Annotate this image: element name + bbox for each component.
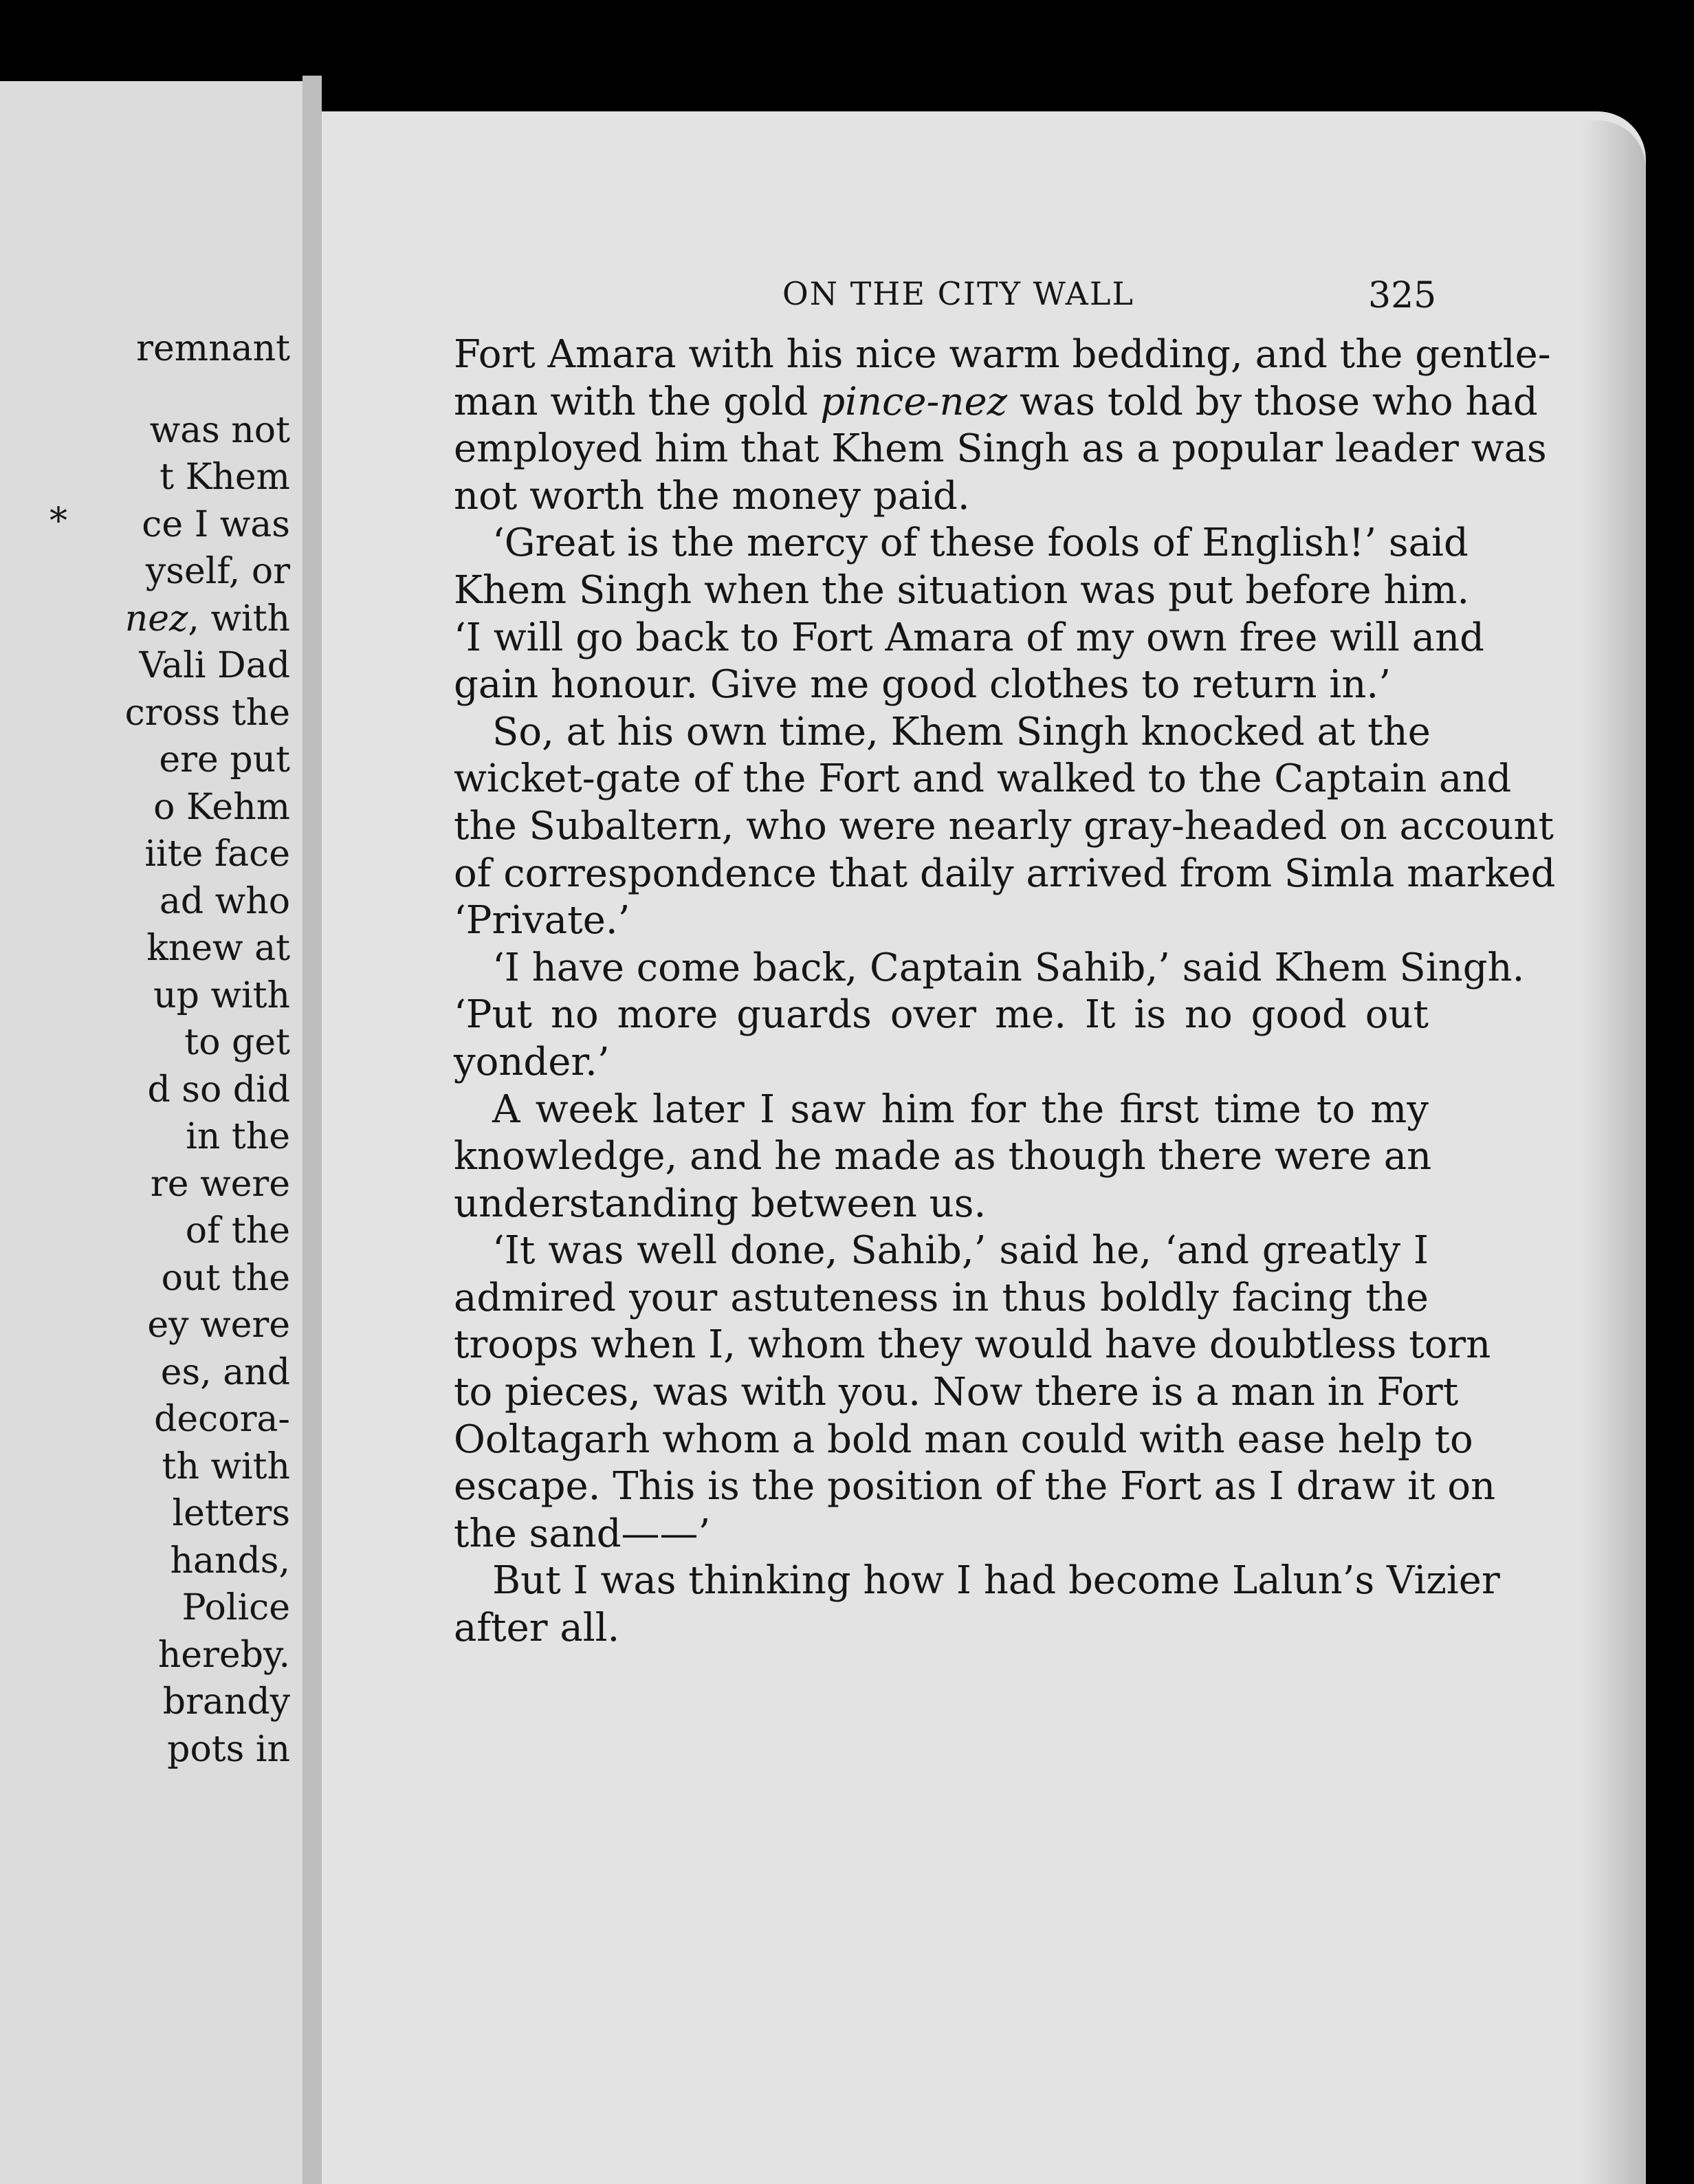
section-ornament: * [50, 501, 67, 542]
left-text-line: out the [161, 1257, 290, 1299]
running-head: ON THE CITY WALL [782, 275, 1134, 312]
left-text-line: hereby. [157, 1634, 290, 1676]
left-text-line: decora- [154, 1399, 290, 1440]
text-line: troops when I, whom they would have doubtless torn [454, 1322, 1491, 1368]
left-text-line: was not [149, 409, 290, 451]
left-text-line: remnant [136, 328, 290, 369]
text-line: ‘Great is the mercy of these fools of English!’ said [492, 521, 1468, 566]
left-text-line: knew at [146, 928, 290, 969]
left-text-line: ey were [147, 1304, 290, 1346]
text-line: gain honour. Give me good clothes to return in.’ [454, 662, 1392, 708]
text-line: yonder.’ [454, 1039, 610, 1084]
left-text-line: d so did [147, 1069, 290, 1111]
text-line: admired your astuteness in thus boldly facing the [454, 1275, 1429, 1320]
text-line: ‘It was well done, Sahib,’ said he, ‘and greatly I [492, 1228, 1429, 1274]
left-text-line: of the [185, 1210, 290, 1252]
text-line: A week later I saw him for the first time to my [492, 1086, 1429, 1132]
text-line: the sand——’ [454, 1511, 711, 1556]
left-text-line: ad who [159, 880, 290, 922]
text-line: ‘Put no more guards over me. It is no good out [454, 992, 1429, 1038]
left-text-line: in the [186, 1116, 290, 1157]
left-text-line: iite face [144, 833, 290, 875]
text-line: Fort Amara with his nice warm bedding, and the gentle- [454, 332, 1551, 377]
left-text-line: yself, or [145, 551, 290, 592]
left-page-fragment [0, 81, 302, 2184]
text-line: knowledge, and he made as though there were an [454, 1134, 1432, 1179]
left-text-line: cross the [124, 692, 290, 734]
page-edge-shadow [1581, 120, 1646, 2184]
left-text-line: nez, with [124, 598, 290, 640]
body-text [454, 331, 1556, 1652]
left-text-line: re were [150, 1163, 290, 1205]
text-line: employed him that Khem Singh as a popular leader was [454, 426, 1547, 472]
italic-term: nez [124, 598, 188, 640]
left-text-line: to get [184, 1022, 290, 1063]
italic-term: pince-nez [820, 379, 1008, 424]
left-text-line: Police [182, 1587, 290, 1628]
left-text-line: t Khem [160, 457, 290, 498]
left-text-line: ce I was [142, 503, 290, 545]
text-line: Khem Singh when the situation was put before him. [454, 567, 1470, 613]
left-page-text [125, 325, 290, 1773]
text-line: man with the gold pince-nez was told by those who had [454, 379, 1538, 424]
text-line: to pieces, was with you. Now there is a man in Fort [454, 1370, 1459, 1415]
text-line: understanding between us. [454, 1181, 987, 1226]
text-line: escape. This is the position of the Fort as I draw it on [454, 1464, 1496, 1509]
text-line: ‘I have come back, Captain Sahib,’ said Khem Singh. [492, 945, 1525, 990]
left-text-line: hands, [170, 1540, 290, 1582]
text-line: after all. [454, 1606, 620, 1651]
left-text-line: o Kehm [153, 786, 290, 828]
text-line: of correspondence that daily arrived from Simla marked [454, 851, 1556, 896]
left-text-line: pots in [167, 1728, 290, 1770]
page-number: 325 [1368, 275, 1437, 316]
book-gutter [302, 76, 322, 2184]
text-line: Ooltagarh whom a bold man could with ease help to [454, 1417, 1473, 1462]
left-text-line: es, and [160, 1351, 290, 1393]
left-text-line: Vali Dad [139, 645, 290, 686]
text-line: So, at his own time, Khem Singh knocked at the [492, 709, 1431, 754]
text-line: ‘Private.’ [454, 898, 630, 943]
left-text-line: ere put [159, 739, 290, 780]
text-line: But I was thinking how I had become Lalun’s Vizier [492, 1558, 1500, 1604]
left-text-line: letters [172, 1493, 290, 1534]
text-line: ‘I will go back to Fort Amara of my own free will and [454, 615, 1485, 660]
text-line: wicket-gate of the Fort and walked to the Captain and [454, 756, 1512, 802]
left-text-line: brandy [162, 1681, 290, 1723]
text-line: the Subaltern, who were nearly gray-headed on account [454, 803, 1554, 849]
text-line: not worth the money paid. [454, 473, 970, 518]
left-text-line: up with [153, 974, 290, 1016]
left-text-line: th with [162, 1445, 290, 1487]
